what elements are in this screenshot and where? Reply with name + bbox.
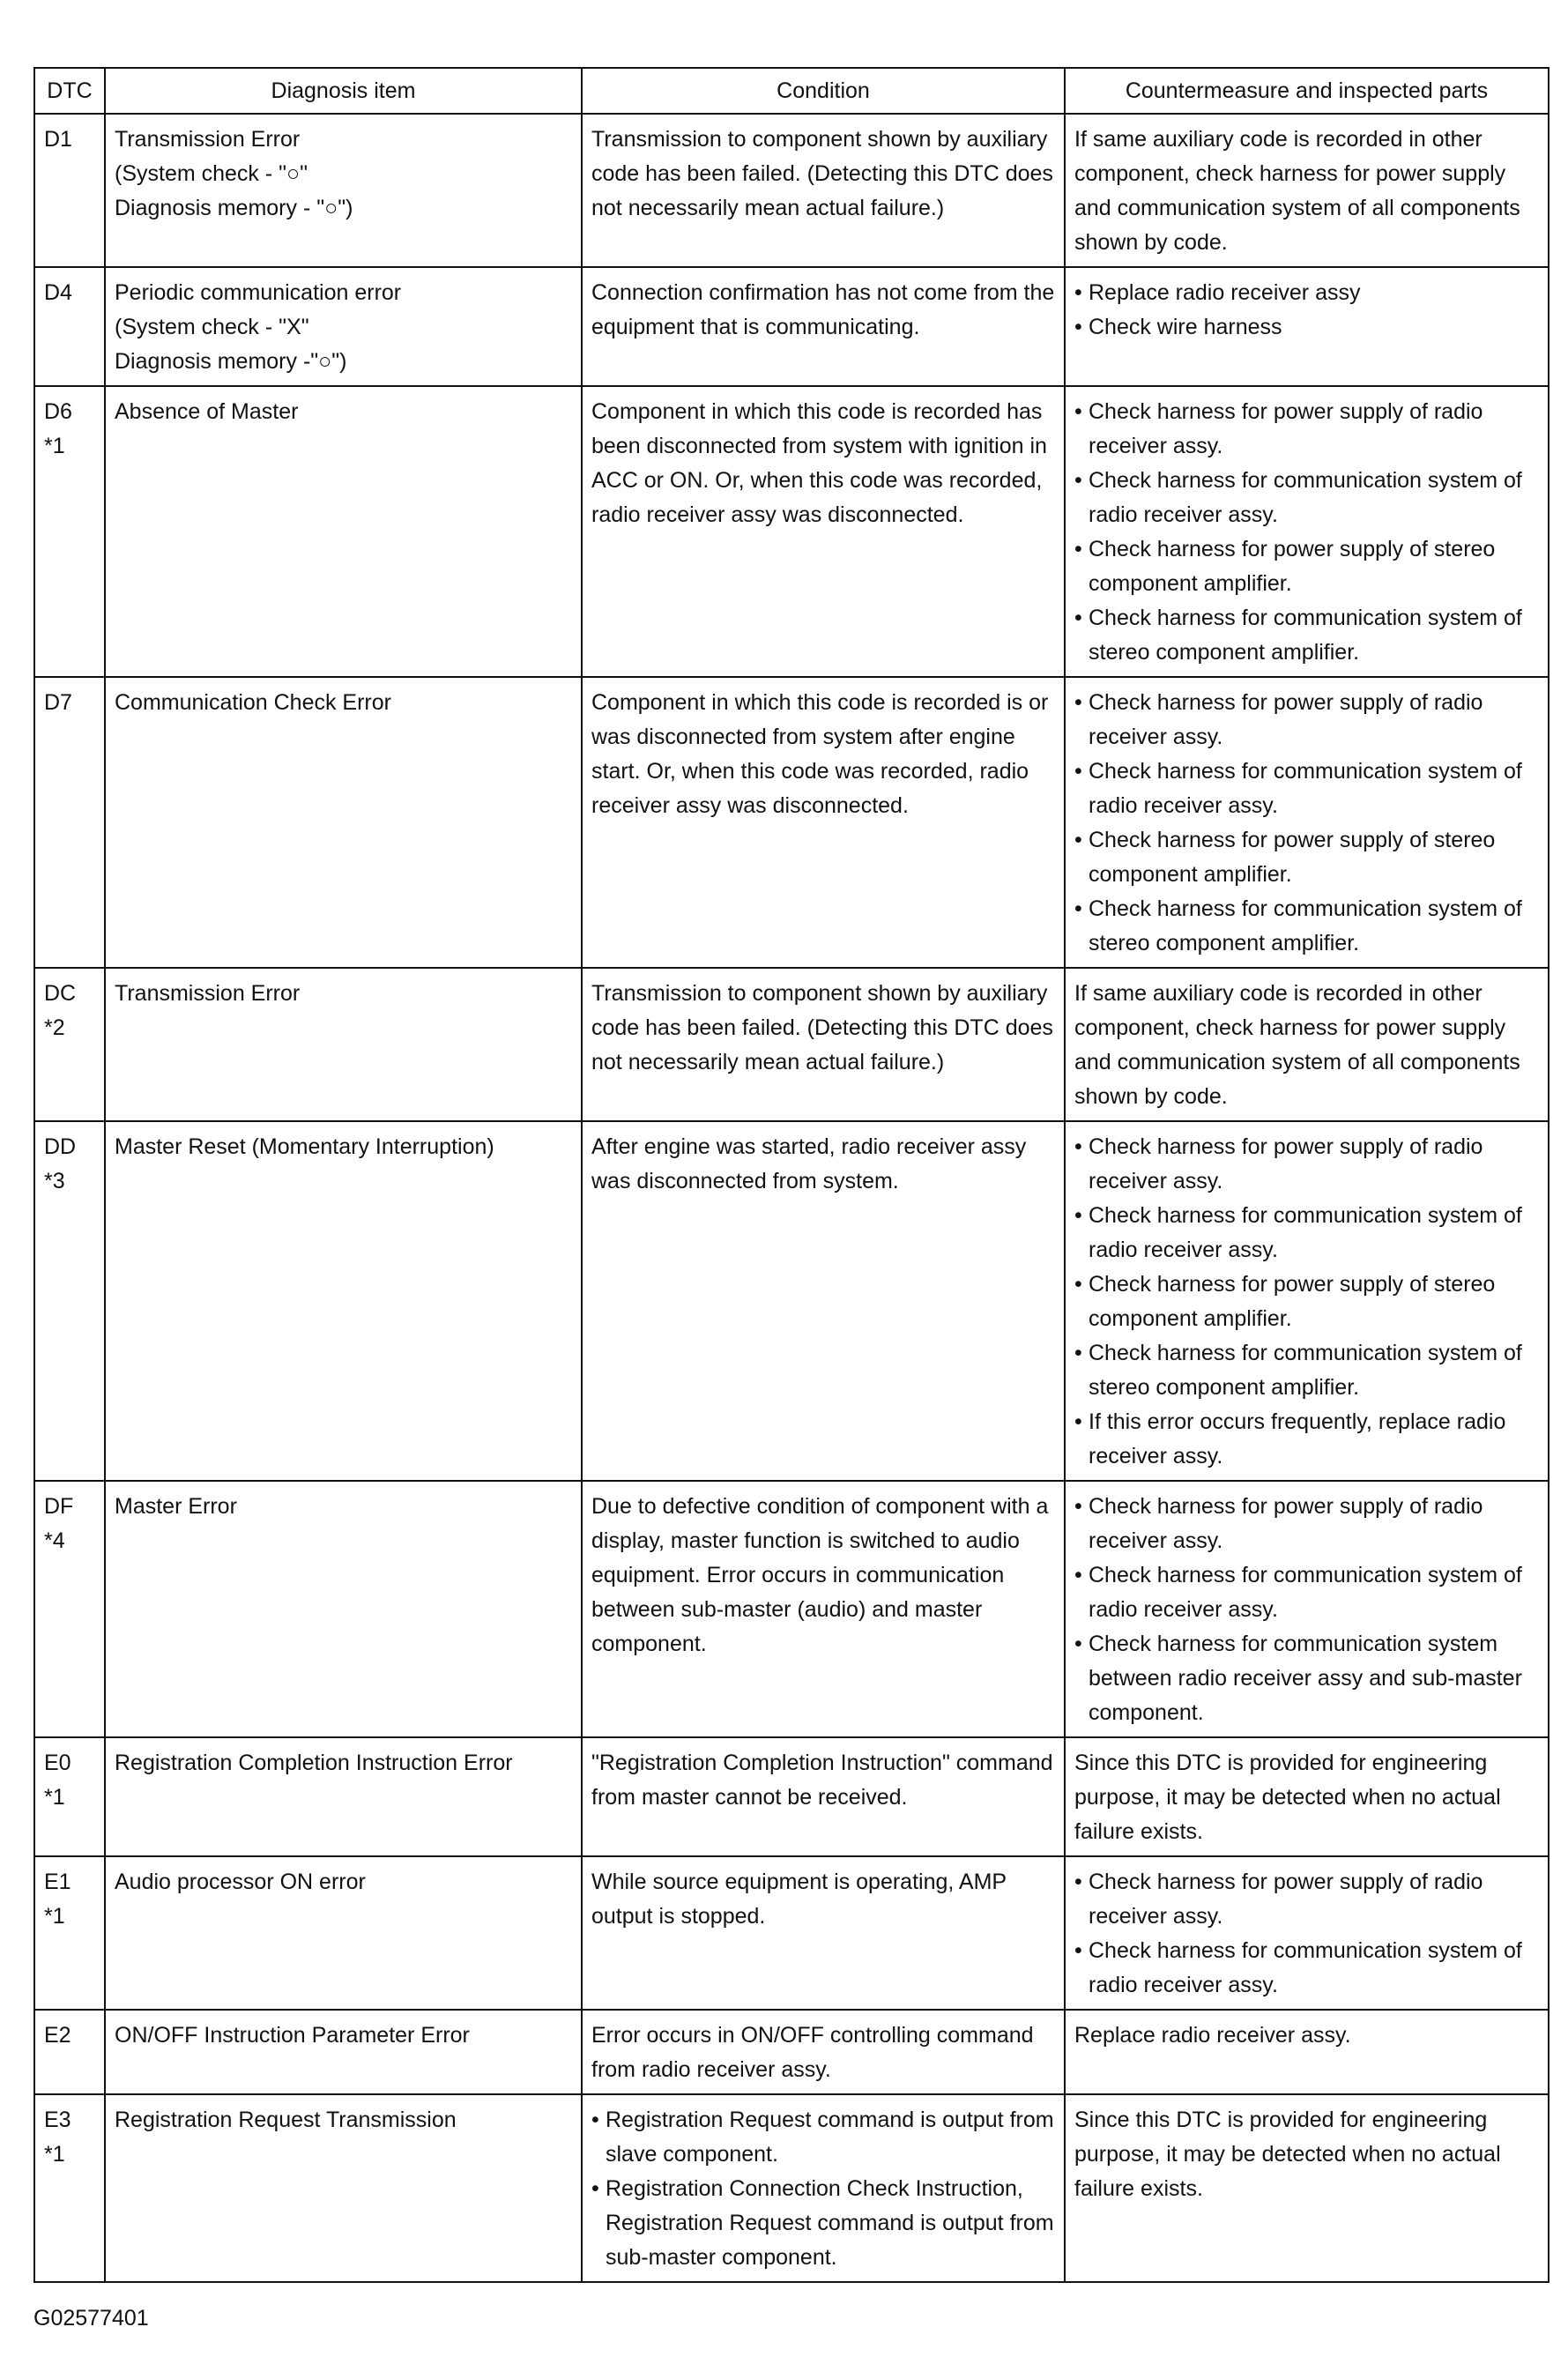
countermeasure-bullet: • Check harness for power supply of radio receiver assy.	[1074, 1865, 1539, 1934]
diagnosis-item-cell	[105, 2010, 582, 2094]
table-row	[34, 1481, 1549, 1737]
countermeasure-bullet: • Check harness for communication system of stereo component amplifier.	[1074, 601, 1539, 670]
dtc-note: *2	[44, 1015, 65, 1040]
countermeasure-bullet-list	[1074, 686, 1539, 961]
countermeasure-bullet: • Check harness for power supply of stereo component amplifier.	[1074, 823, 1539, 892]
table-row	[34, 968, 1549, 1121]
condition-text: "Registration Completion Instruction" command from master cannot be received.	[591, 1751, 1053, 1810]
header-dtc: DTC	[34, 68, 105, 114]
dtc-code: D4	[44, 280, 72, 305]
condition-cell	[582, 386, 1065, 677]
table-row	[34, 677, 1549, 968]
diagnosis-item-cell	[105, 114, 582, 267]
countermeasure-bullet: • Check harness for power supply of stereo component amplifier.	[1074, 1268, 1539, 1336]
condition-bullet: • Registration Connection Check Instruction, Registration Request command is output from sub-master component.	[591, 2172, 1055, 2275]
countermeasure-bullet: • Check harness for communication system of stereo component amplifier.	[1074, 892, 1539, 961]
condition-cell	[582, 2094, 1065, 2282]
condition-cell	[582, 1856, 1065, 2010]
countermeasure-cell	[1065, 1481, 1549, 1737]
condition-text: While source equipment is operating, AMP output is stopped.	[591, 1870, 1007, 1929]
dtc-note: *1	[44, 1785, 65, 1810]
header-condition: Condition	[582, 68, 1065, 114]
dtc-table	[33, 67, 1549, 2283]
condition-text: Transmission to component shown by auxiliary code has been failed. (Detecting this DTC does not necessarily mean actual failure.)	[591, 127, 1053, 220]
countermeasure-bullet: • Check wire harness	[1074, 310, 1539, 345]
dtc-code: E1	[44, 1870, 71, 1894]
table-row	[34, 114, 1549, 267]
condition-cell	[582, 2010, 1065, 2094]
condition-text: Due to defective condition of component with a display, master function is switched to audio equipment. Error occurs in communication between sub-master (audio) and master component.	[591, 1494, 1049, 1656]
diagnosis-item-line: Communication Check Error	[115, 690, 391, 715]
dtc-code: E0	[44, 1751, 71, 1775]
dtc-cell	[34, 677, 105, 968]
diagnosis-item-cell	[105, 1481, 582, 1737]
countermeasure-bullet: • Check harness for power supply of radio receiver assy.	[1074, 686, 1539, 755]
diagnosis-item-line: Absence of Master	[115, 399, 299, 424]
countermeasure-bullet-list	[1074, 395, 1539, 670]
countermeasure-bullet: • Check harness for communication system of radio receiver assy.	[1074, 755, 1539, 823]
dtc-cell	[34, 2094, 105, 2282]
condition-cell	[582, 114, 1065, 267]
dtc-code: DD	[44, 1134, 77, 1159]
table-row	[34, 2010, 1549, 2094]
countermeasure-cell	[1065, 2010, 1549, 2094]
diagnosis-item-cell	[105, 677, 582, 968]
countermeasure-bullet: • If this error occurs frequently, replace radio receiver assy.	[1074, 1405, 1539, 1474]
countermeasure-cell	[1065, 968, 1549, 1121]
dtc-cell	[34, 114, 105, 267]
countermeasure-bullet: • Check harness for communication system of radio receiver assy.	[1074, 1199, 1539, 1268]
countermeasure-text: If same auxiliary code is recorded in other component, check harness for power supply and communication system of all components shown by code.	[1074, 127, 1520, 255]
diagnosis-item-cell	[105, 1737, 582, 1856]
countermeasure-cell	[1065, 267, 1549, 386]
countermeasure-bullet-list	[1074, 276, 1539, 345]
countermeasure-bullet: • Check harness for power supply of radio receiver assy.	[1074, 1490, 1539, 1558]
diagnosis-item-line: Diagnosis memory -"○")	[115, 349, 347, 374]
dtc-note: *1	[44, 434, 65, 458]
countermeasure-bullet-list	[1074, 1130, 1539, 1474]
dtc-note: *3	[44, 1169, 65, 1193]
dtc-note: *1	[44, 1904, 65, 1929]
condition-cell	[582, 267, 1065, 386]
dtc-cell	[34, 1856, 105, 2010]
dtc-cell	[34, 1121, 105, 1481]
dtc-code: E3	[44, 2108, 71, 2132]
condition-bullet: • Registration Request command is output from slave component.	[591, 2103, 1055, 2172]
condition-bullet-list	[591, 2103, 1055, 2275]
diagnosis-item-line: Registration Completion Instruction Error	[115, 1751, 513, 1775]
dtc-code: DC	[44, 981, 77, 1006]
diagnosis-item-line: ON/OFF Instruction Parameter Error	[115, 2023, 470, 2048]
condition-cell	[582, 1481, 1065, 1737]
countermeasure-bullet: • Check harness for power supply of radio receiver assy.	[1074, 1130, 1539, 1199]
condition-text: Transmission to component shown by auxiliary code has been failed. (Detecting this DTC does not necessarily mean actual failure.)	[591, 981, 1053, 1074]
countermeasure-bullet-list	[1074, 1490, 1539, 1730]
figure-code: G02577401	[33, 2306, 149, 2331]
diagnosis-item-line: (System check - "X"	[115, 315, 309, 339]
diagnosis-item-cell	[105, 267, 582, 386]
diagnosis-item-cell	[105, 386, 582, 677]
countermeasure-cell	[1065, 2094, 1549, 2282]
table-row	[34, 2094, 1549, 2282]
dtc-note: *1	[44, 2142, 65, 2167]
countermeasure-bullet: • Check harness for communication system of stereo component amplifier.	[1074, 1336, 1539, 1405]
diagnosis-item-cell	[105, 1856, 582, 2010]
dtc-cell	[34, 267, 105, 386]
diagnosis-item-cell	[105, 1121, 582, 1481]
dtc-code: E2	[44, 2023, 71, 2048]
countermeasure-bullet-list	[1074, 1865, 1539, 2003]
diagnosis-item-line: Periodic communication error	[115, 280, 402, 305]
diagnosis-item-line: (System check - "○"	[115, 161, 308, 186]
countermeasure-bullet: • Check harness for communication system between radio receiver assy and sub-master component.	[1074, 1627, 1539, 1730]
condition-cell	[582, 1737, 1065, 1856]
diagnosis-item-cell	[105, 968, 582, 1121]
countermeasure-text: Replace radio receiver assy.	[1074, 2023, 1351, 2048]
dtc-code: D7	[44, 690, 72, 715]
condition-cell	[582, 677, 1065, 968]
table-row	[34, 1737, 1549, 1856]
diagnosis-item-cell	[105, 2094, 582, 2282]
countermeasure-text: Since this DTC is provided for engineering purpose, it may be detected when no actual failure exists.	[1074, 2108, 1501, 2201]
countermeasure-cell	[1065, 386, 1549, 677]
countermeasure-bullet: • Check harness for communication system of radio receiver assy.	[1074, 1934, 1539, 2003]
dtc-cell	[34, 968, 105, 1121]
countermeasure-bullet: • Check harness for power supply of radio receiver assy.	[1074, 395, 1539, 464]
dtc-cell	[34, 386, 105, 677]
diagnosis-item-line: Master Reset (Momentary Interruption)	[115, 1134, 494, 1159]
countermeasure-cell	[1065, 1121, 1549, 1481]
condition-text: Error occurs in ON/OFF controlling command from radio receiver assy.	[591, 2023, 1034, 2082]
condition-text: After engine was started, radio receiver assy was disconnected from system.	[591, 1134, 1027, 1193]
dtc-note: *4	[44, 1528, 65, 1553]
header-diagnosis-item: Diagnosis item	[105, 68, 582, 114]
dtc-code: D1	[44, 127, 72, 152]
countermeasure-cell	[1065, 114, 1549, 267]
table-row	[34, 1121, 1549, 1481]
diagnosis-item-line: Transmission Error	[115, 981, 301, 1006]
table-row	[34, 267, 1549, 386]
countermeasure-bullet: • Replace radio receiver assy	[1074, 276, 1539, 310]
countermeasure-text: If same auxiliary code is recorded in other component, check harness for power supply and communication system of all components shown by code.	[1074, 981, 1520, 1109]
countermeasure-bullet: • Check harness for power supply of stereo component amplifier.	[1074, 532, 1539, 601]
countermeasure-cell	[1065, 1737, 1549, 1856]
header-countermeasure: Countermeasure and inspected parts	[1065, 68, 1549, 114]
dtc-code: DF	[44, 1494, 74, 1519]
diagnosis-item-line: Transmission Error	[115, 127, 301, 152]
dtc-cell	[34, 2010, 105, 2094]
header-row	[34, 68, 1549, 114]
condition-text: Component in which this code is recorded has been disconnected from system with ignition in ACC or ON. Or, when this code was recorded, radio receiver assy was disconnected.	[591, 399, 1047, 527]
condition-text: Connection confirmation has not come from the equipment that is communicating.	[591, 280, 1055, 339]
table-row	[34, 386, 1549, 677]
table-body	[34, 114, 1549, 2282]
condition-cell	[582, 968, 1065, 1121]
countermeasure-text: Since this DTC is provided for engineering purpose, it may be detected when no actual failure exists.	[1074, 1751, 1501, 1844]
countermeasure-cell	[1065, 677, 1549, 968]
condition-text: Component in which this code is recorded is or was disconnected from system after engine start. Or, when this code was recorded, radio receiver assy was disconnected.	[591, 690, 1049, 818]
dtc-cell	[34, 1737, 105, 1856]
diagnosis-item-line: Registration Request Transmission	[115, 2108, 457, 2132]
condition-cell	[582, 1121, 1065, 1481]
table-row	[34, 1856, 1549, 2010]
dtc-code: D6	[44, 399, 72, 424]
diagnosis-item-line: Diagnosis memory - "○")	[115, 196, 353, 220]
countermeasure-bullet: • Check harness for communication system of radio receiver assy.	[1074, 464, 1539, 532]
dtc-cell	[34, 1481, 105, 1737]
countermeasure-cell	[1065, 1856, 1549, 2010]
diagnosis-item-line: Audio processor ON error	[115, 1870, 366, 1894]
diagnosis-item-line: Master Error	[115, 1494, 237, 1519]
countermeasure-bullet: • Check harness for communication system of radio receiver assy.	[1074, 1558, 1539, 1627]
